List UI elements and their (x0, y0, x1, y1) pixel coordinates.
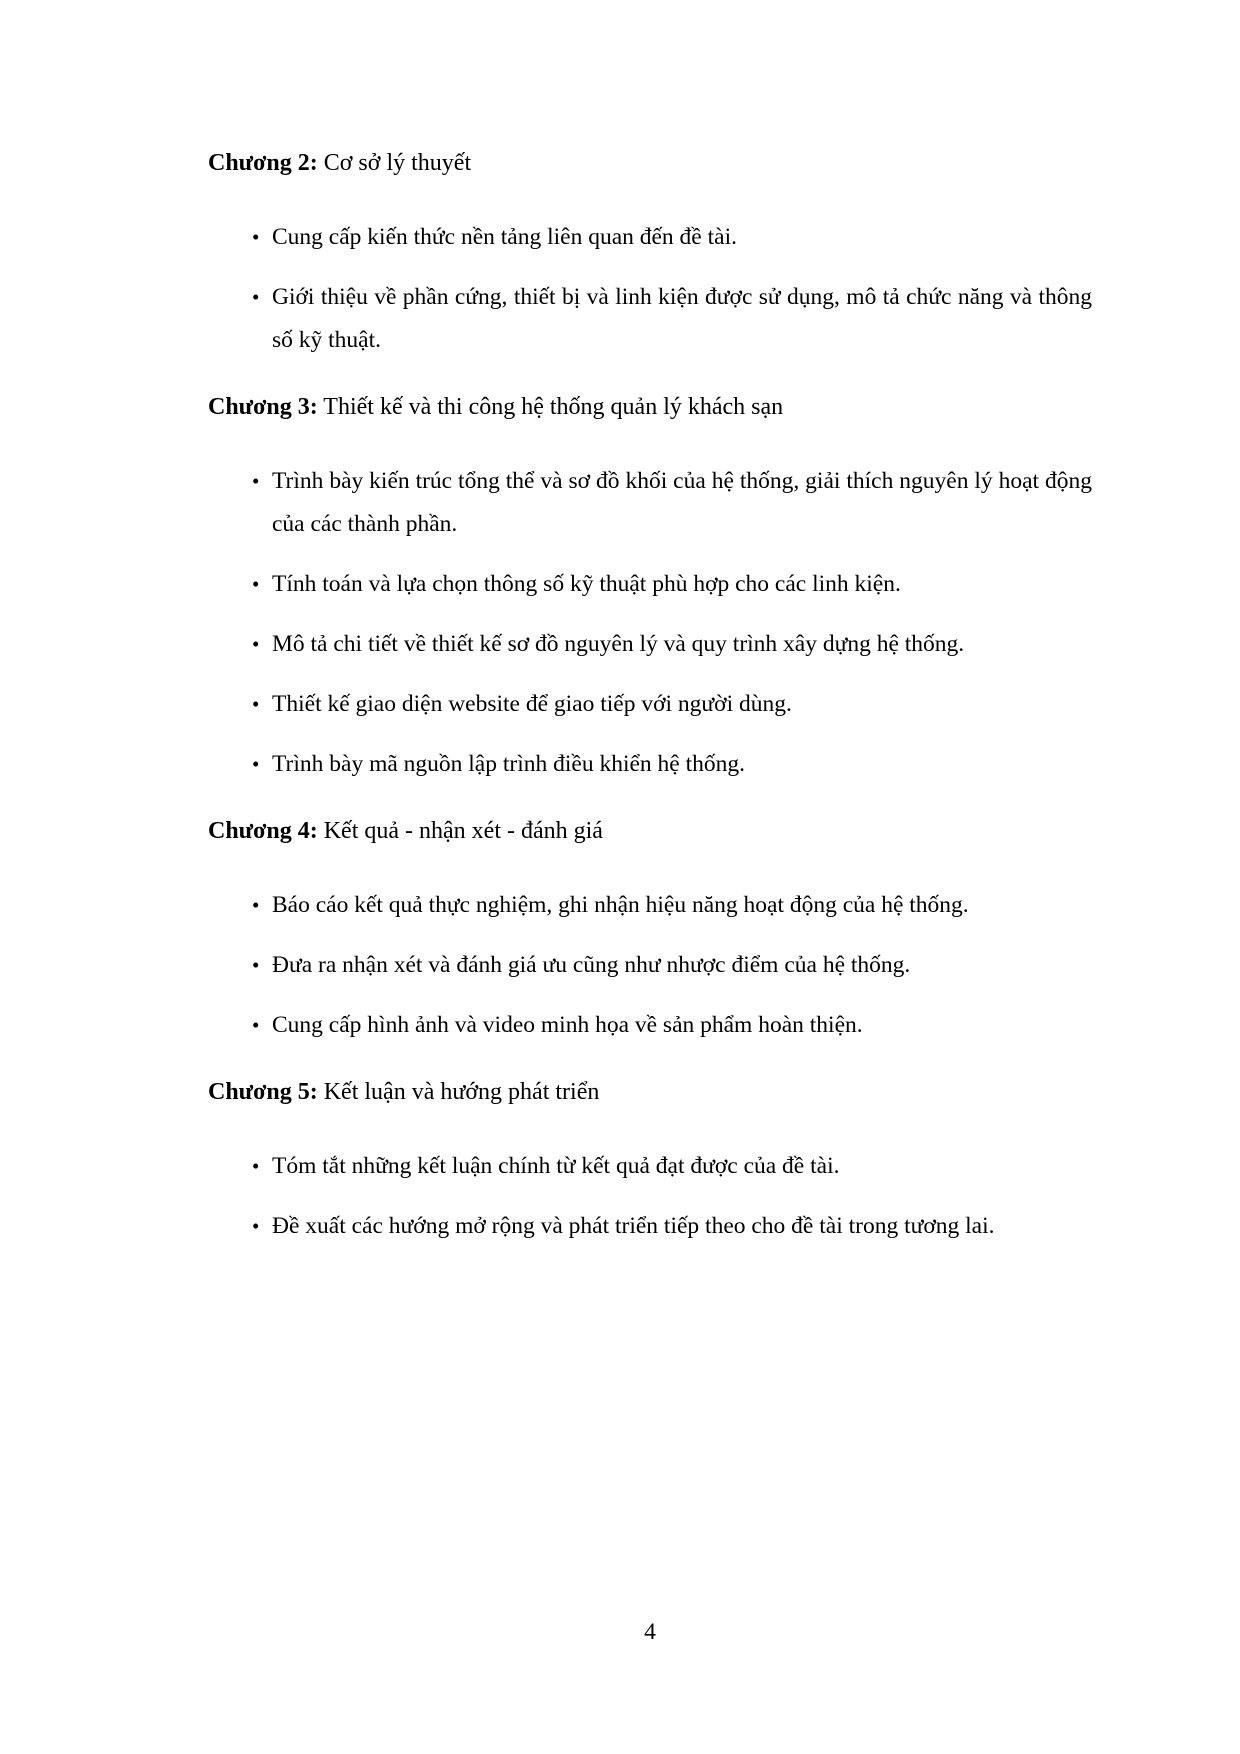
bullet-item (208, 623, 1092, 666)
chapter-bullets (208, 884, 1092, 1047)
chapter-section (208, 1071, 1092, 1248)
bullet-item (208, 1205, 1092, 1248)
bullet-text: Cung cấp hình ảnh và video minh họa về sản phẩm hoàn thiện. (272, 1012, 863, 1038)
chapter-title: Thiết kế và thi công hệ thống quản lý khách sạn (323, 394, 784, 420)
bullet-item (208, 683, 1092, 726)
chapter-section (208, 142, 1092, 362)
chapter-bullets (208, 1145, 1092, 1248)
chapter-title: Cơ sở lý thuyết (323, 150, 472, 176)
bullet-item (208, 944, 1092, 987)
bullet-text: Tóm tắt những kết luận chính từ kết quả đạt được của đề tài. (272, 1153, 840, 1179)
bullet-text: Tính toán và lựa chọn thông số kỹ thuật phù hợp cho các linh kiện. (272, 571, 901, 597)
chapter-label: Chương 3: (208, 394, 318, 420)
page-number: 4 (644, 1619, 656, 1645)
bullet-item (208, 276, 1092, 362)
chapter-bullets (208, 216, 1092, 362)
bullet-item (208, 460, 1092, 546)
chapter-title: Kết luận và hướng phát triển (323, 1079, 600, 1105)
chapter-label: Chương 5: (208, 1079, 318, 1105)
bullet-item (208, 884, 1092, 927)
bullet-text: Mô tả chi tiết về thiết kế sơ đồ nguyên lý và quy trình xây dựng hệ thống. (272, 631, 965, 657)
bullet-item (208, 563, 1092, 606)
chapter-label: Chương 2: (208, 150, 318, 176)
chapter-heading (208, 1071, 1092, 1114)
chapter-heading (208, 142, 1092, 185)
chapter-label: Chương 4: (208, 818, 318, 844)
chapter-heading (208, 810, 1092, 853)
chapter-heading (208, 386, 1092, 429)
bullet-text: Trình bày mã nguồn lập trình điều khiển hệ thống. (272, 751, 745, 777)
bullet-text: Trình bày kiến trúc tổng thể và sơ đồ khối của hệ thống, giải thích nguyên lý hoạt động của các thành phần. (272, 468, 1092, 537)
bullet-text: Đề xuất các hướng mở rộng và phát triển tiếp theo cho đề tài trong tương lai. (272, 1213, 995, 1239)
chapter-section (208, 810, 1092, 1047)
chapter-outline (208, 142, 1092, 1248)
bullet-item (208, 216, 1092, 259)
bullet-item (208, 743, 1092, 786)
chapter-title: Kết quả - nhận xét - đánh giá (323, 818, 603, 844)
bullet-text: Cung cấp kiến thức nền tảng liên quan đến đề tài. (272, 224, 737, 250)
bullet-item (208, 1145, 1092, 1188)
bullet-text: Thiết kế giao diện website để giao tiếp với người dùng. (272, 691, 792, 717)
bullet-text: Báo cáo kết quả thực nghiệm, ghi nhận hiệu năng hoạt động của hệ thống. (272, 892, 969, 918)
bullet-item (208, 1004, 1092, 1047)
bullet-text: Giới thiệu về phần cứng, thiết bị và linh kiện được sử dụng, mô tả chức năng và thông số kỹ thuật. (272, 284, 1092, 353)
chapter-section (208, 386, 1092, 786)
chapter-bullets (208, 460, 1092, 786)
bullet-text: Đưa ra nhận xét và đánh giá ưu cũng như nhược điểm của hệ thống. (272, 952, 911, 978)
